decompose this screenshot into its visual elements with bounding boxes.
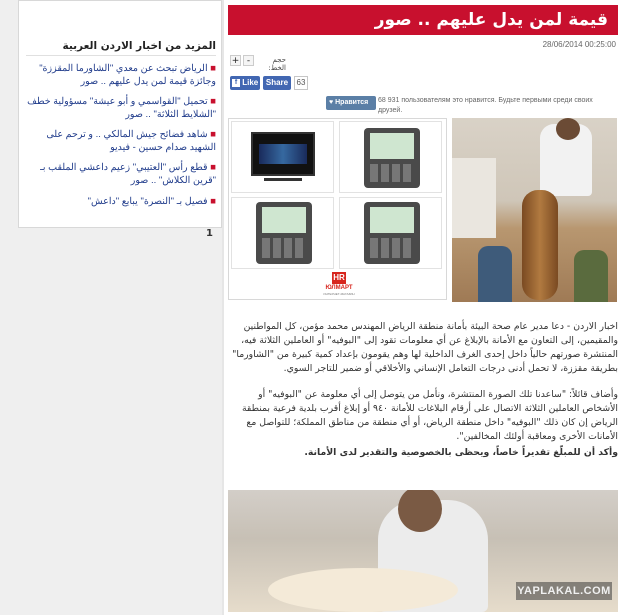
vk-like-button[interactable]: ♥ Нравится bbox=[326, 96, 376, 110]
vk-like-text: 68 931 пользователям это нравится. Будьте первыми среди своих друзей. bbox=[378, 97, 593, 114]
article-photo bbox=[228, 490, 618, 612]
list-item[interactable]: ■ قطع رأس "العتيبي" زعيم داعشي الملقب بـ "قرين الكلاش" .. صور bbox=[40, 162, 216, 186]
bullet-icon: ■ bbox=[210, 63, 216, 74]
bullet-icon: ■ bbox=[210, 162, 216, 173]
brand-mark-icon: HR bbox=[333, 273, 345, 282]
photo-dough bbox=[268, 568, 458, 612]
advertisement[interactable] bbox=[228, 118, 447, 300]
ad-brand-name: ЮЛМАРТ bbox=[325, 285, 353, 291]
ad-brand-logo[interactable] bbox=[319, 272, 359, 298]
facebook-like-button[interactable]: f Like bbox=[230, 76, 260, 90]
list-item[interactable]: ■ تحميل "القواسمي و أبو عيشة" مسؤولية خطف "الشلايط الثلاثة" .. صور bbox=[27, 96, 216, 120]
facebook-icon: f bbox=[232, 79, 240, 87]
list-item[interactable]: ■ الرياض تبحث عن معدي "الشاورما المقززة" وجائزة قيمة لمن يدل عليهم .. صور bbox=[39, 63, 216, 87]
device-icon bbox=[364, 128, 420, 188]
font-size-controls bbox=[228, 55, 308, 72]
article-paragraph: اخبار الاردن - دعا مدير عام صحة البيئة بأمانة منطقة الرياض المهندس محمد مؤمن، كل المواطنين والمقيمين، إلى التعاون مع الأمانة بالإبلاغ عن أي معلومات تقود إلى "البوفيه" أو العاملين الثلاثة فيه، المنتشرة صورتهم حالياً داخل إحدى الغرف الداخلية لها وهم يقومون بإعداد كمية كبيرة من "الشاورما" بطريقة مقززة، لا تحمل أدنى درجات التعامل الإنساني والأخلاقي أو ضمير للتاجر السوي. bbox=[232, 321, 618, 374]
device-keys bbox=[370, 164, 414, 182]
related-news-heading: المزيد من اخبار الاردن العربية bbox=[62, 40, 216, 52]
tv-icon bbox=[251, 132, 315, 176]
device-icon bbox=[256, 202, 312, 264]
ad-brand-sub: ИНТЕРНЕТ-МАГАЗИН bbox=[323, 292, 355, 296]
device-icon bbox=[364, 202, 420, 264]
list-item[interactable]: ■ فصيل بـ "النصرة" يبايع "داعش" bbox=[87, 196, 216, 207]
device-screen bbox=[262, 207, 306, 233]
heading-divider bbox=[26, 55, 216, 56]
font-size-label: حجم الخط: bbox=[268, 56, 286, 72]
photo-person-left bbox=[478, 246, 512, 302]
bullet-icon: ■ bbox=[210, 196, 216, 207]
page-number[interactable]: 1 bbox=[206, 228, 213, 239]
ad-product-device[interactable] bbox=[339, 197, 442, 269]
vk-icon: ♥ bbox=[329, 99, 334, 106]
device-keys bbox=[370, 238, 414, 258]
photo-shawarma bbox=[522, 190, 558, 300]
list-item[interactable]: ■ شاهد فضائح جيش المالكي .. و ترحم على الشهيد صدام حسين - فيديو bbox=[46, 129, 216, 153]
device-screen bbox=[370, 133, 414, 159]
bullet-icon: ■ bbox=[210, 96, 216, 107]
device-keys bbox=[262, 238, 306, 258]
article-date: 28/06/2014 00:25:00 bbox=[542, 40, 616, 49]
photo-person-right bbox=[574, 250, 608, 302]
bullet-icon: ■ bbox=[210, 129, 216, 140]
tv-screen-glow bbox=[259, 144, 307, 164]
facebook-share-button-article[interactable]: Share bbox=[263, 76, 291, 90]
photo-window bbox=[452, 158, 496, 238]
facebook-share-count-article: 63 bbox=[294, 76, 308, 90]
ad-product-device[interactable] bbox=[339, 121, 442, 193]
ad-product-device[interactable] bbox=[231, 197, 334, 269]
device-screen bbox=[370, 207, 414, 233]
column-divider bbox=[222, 0, 224, 615]
article-paragraph: وأضاف قائلاً: "ساعدنا تلك الصورة المنتشرة، ونأمل من يتوصل إلى أي معلومة عن "البوفيه" أو الأشخاص العاملين الثلاثة الاتصال على أرقام البلاغات للأمانة ٩٤٠ أو إبلاغ أقرب بلدية فرعية بمنطقة الرياض إن كان ذلك "البوفيه" داخل منطقة الرياض، أو أي منطقة من مناطق المملكة؛ للتواصل مع الأمانات الأخرى ومعاقبة أولئك المخالفين". bbox=[241, 389, 618, 442]
tv-stand-icon bbox=[264, 178, 302, 181]
article-paragraph-bold: وأكد أن للمبلّغ تقديراً خاصاً، ويحظى بالخصوصية والتقدير لدى الأمانة. bbox=[304, 447, 618, 458]
font-decrease-button[interactable]: - bbox=[243, 55, 254, 66]
ad-product-tv[interactable] bbox=[231, 121, 334, 193]
article-title: قيمة لمن يدل عليهم .. صور bbox=[228, 5, 618, 35]
photo-head-top bbox=[556, 118, 580, 140]
article-photo bbox=[452, 118, 617, 302]
watermark: YAPLAKAL.COM bbox=[516, 582, 612, 600]
font-increase-button[interactable]: + bbox=[231, 56, 240, 66]
